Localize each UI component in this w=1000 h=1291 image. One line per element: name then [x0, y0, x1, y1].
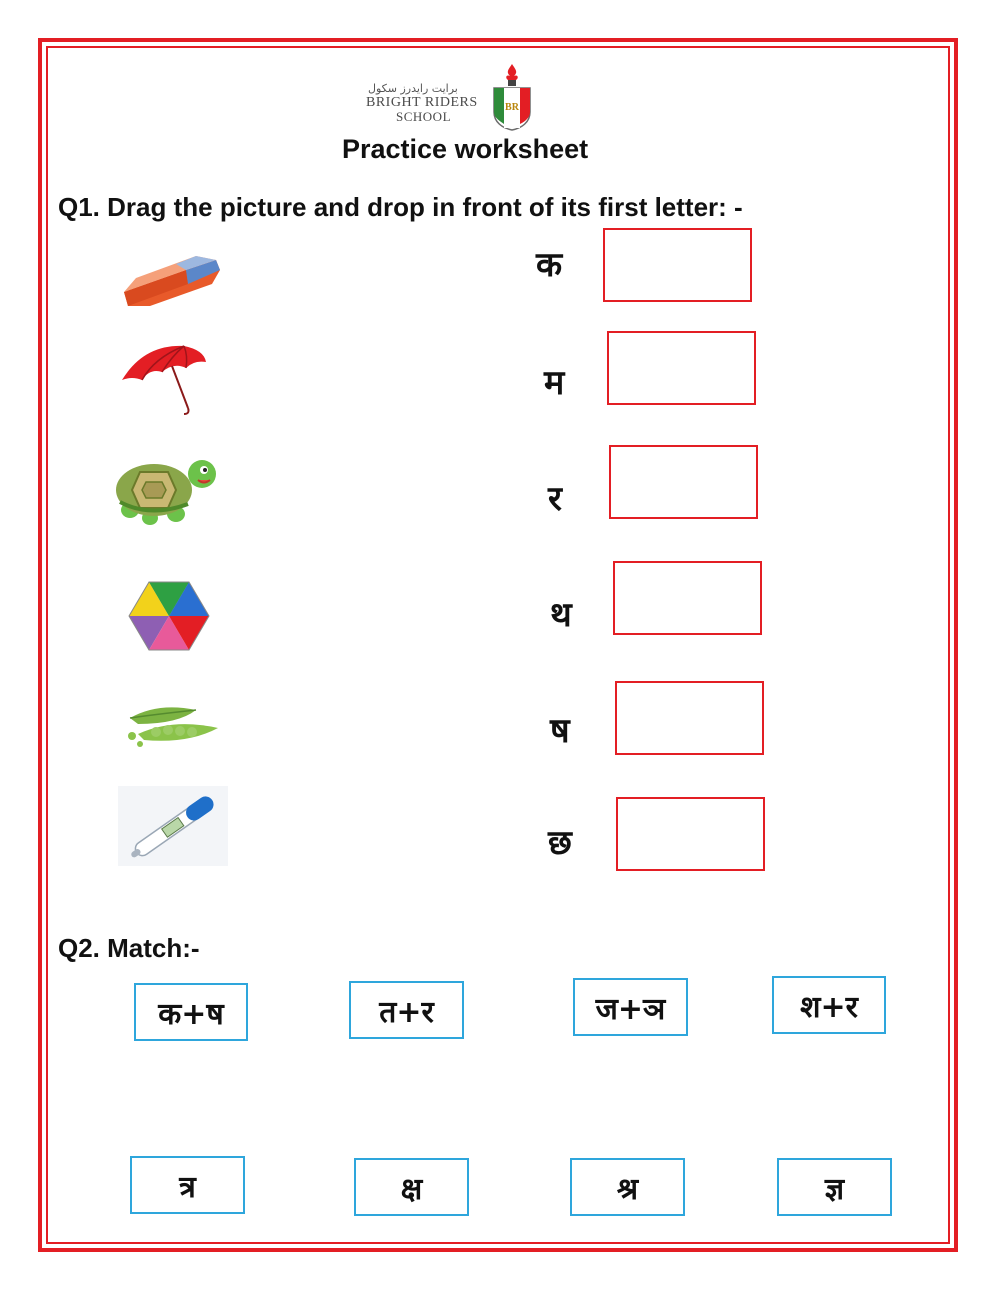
page-title: Practice worksheet: [342, 134, 589, 164]
letter-tha: थ: [550, 595, 572, 635]
school-logo: [362, 62, 542, 132]
drop-box-tha[interactable]: [613, 561, 762, 635]
thermometer-image[interactable]: [118, 786, 228, 866]
match-bottom-gya[interactable]: ज्ञ: [777, 1158, 892, 1216]
match-top-ta-ra[interactable]: त+र: [349, 981, 464, 1039]
letter-ma: म: [544, 363, 565, 403]
drop-box-chha[interactable]: [616, 797, 765, 871]
drop-box-ka[interactable]: [603, 228, 752, 302]
q2-heading: Q2. Match:-: [58, 933, 200, 963]
letter-ka: क: [536, 245, 563, 285]
match-top-ja-nya[interactable]: ज+ञ: [573, 978, 688, 1036]
logo-name-line1: BRIGHT RIDERS: [366, 95, 478, 110]
match-top-sha-ra[interactable]: श+र: [772, 976, 886, 1034]
match-bottom-tra[interactable]: त्र: [130, 1156, 245, 1214]
peas-image[interactable]: [118, 684, 228, 764]
crest-initials: BR: [505, 102, 519, 113]
match-bottom-ksha[interactable]: क्ष: [354, 1158, 469, 1216]
eraser-image[interactable]: [116, 240, 226, 320]
hexagon-image[interactable]: [114, 576, 224, 656]
letter-ra: र: [548, 479, 562, 519]
drop-box-sha[interactable]: [615, 681, 764, 755]
drop-box-ra[interactable]: [609, 445, 758, 519]
umbrella-image[interactable]: [114, 340, 224, 420]
match-bottom-shra[interactable]: श्र: [570, 1158, 685, 1216]
drop-box-ma[interactable]: [607, 331, 756, 405]
match-top-ka-sha[interactable]: क+ष: [134, 983, 248, 1041]
q1-heading: Q1. Drag the picture and drop in front of its first letter: -: [58, 192, 743, 222]
logo-arabic-text: برايت رايدرز سكول: [368, 82, 458, 95]
logo-name-line2: SCHOOL: [396, 109, 452, 124]
turtle-image[interactable]: [110, 452, 220, 532]
letter-chha: छ: [548, 823, 572, 863]
letter-sha: ष: [550, 711, 570, 751]
school-crest-icon: [488, 62, 536, 132]
